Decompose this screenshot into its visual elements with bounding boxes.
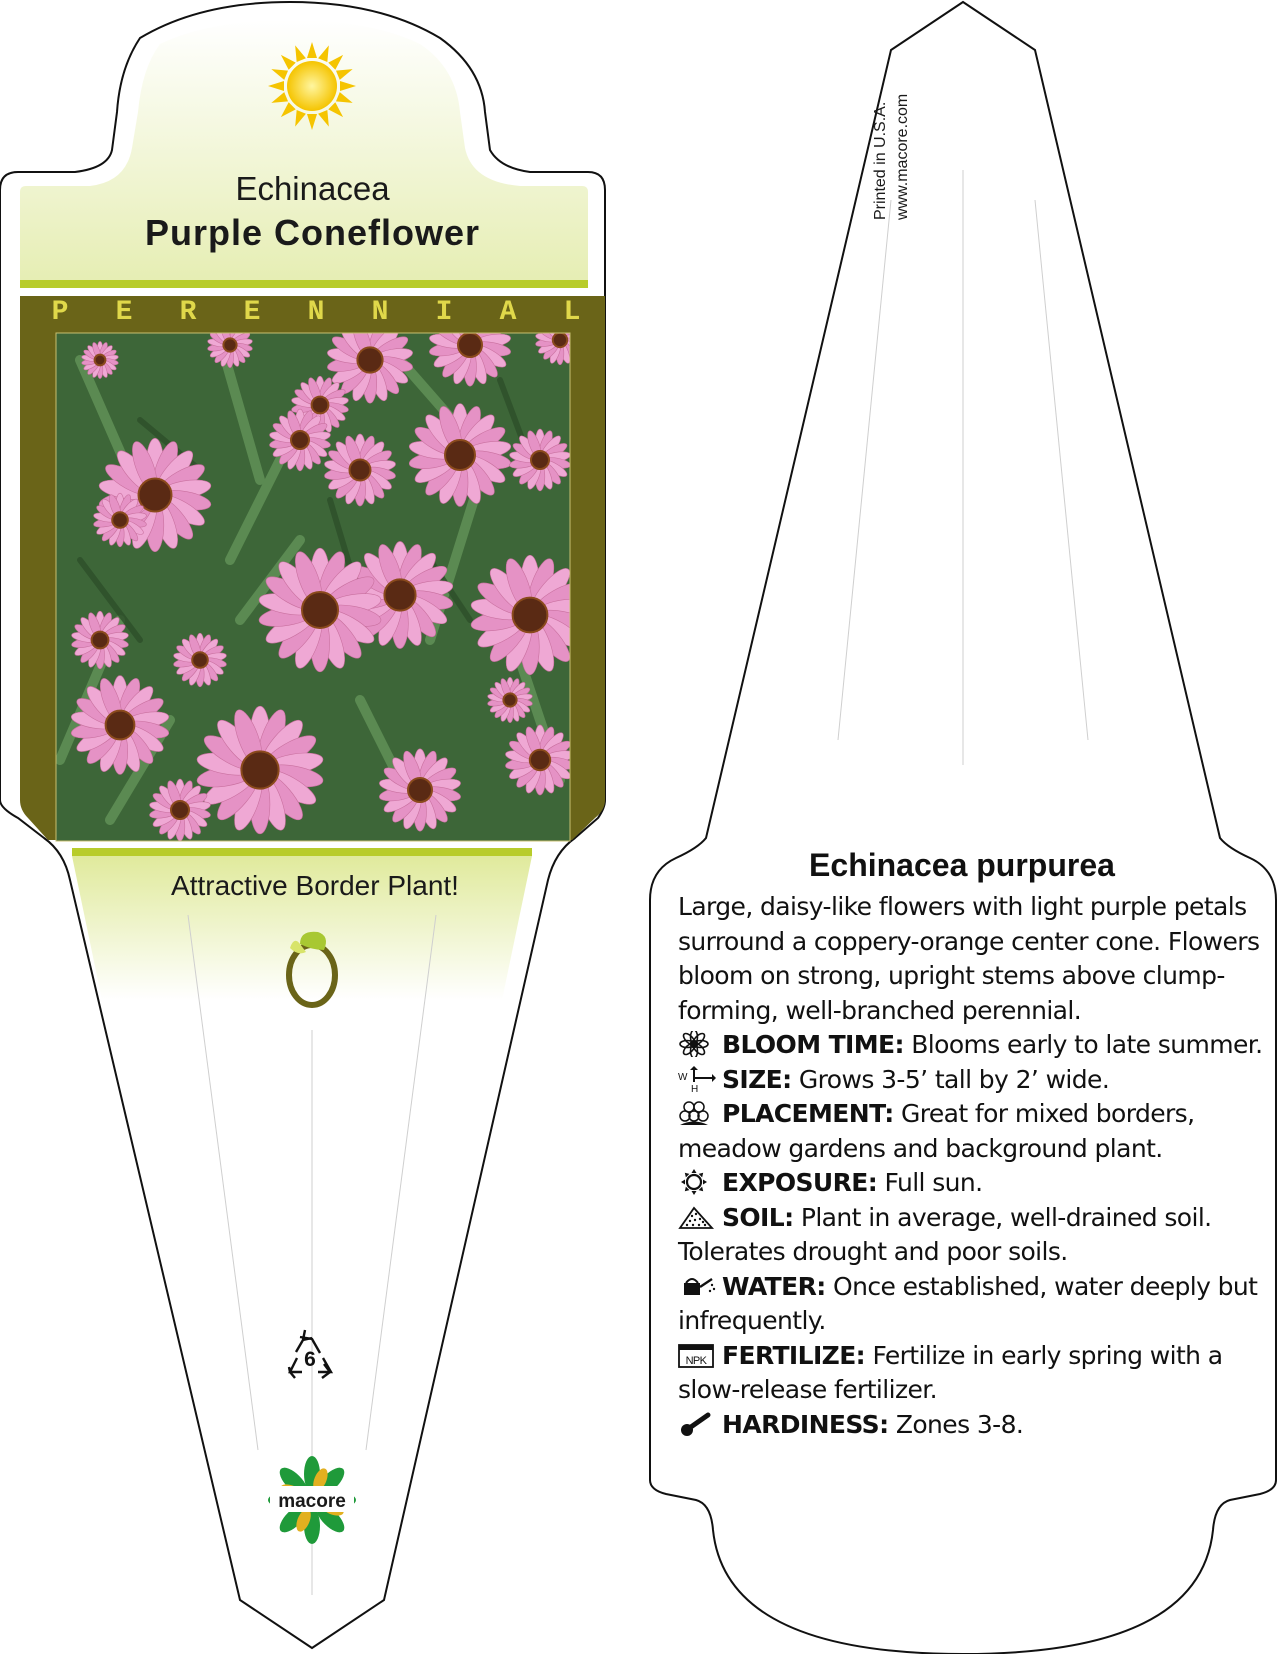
fact-text: Full sun.	[884, 1168, 983, 1197]
sun-icon	[268, 42, 356, 130]
fact-label: HARDINESS:	[722, 1409, 889, 1439]
npk-label: NPK	[685, 1354, 707, 1367]
description: Large, daisy-like flowers with light purple petals surround a coppery-orange center cone. Flowers bloom on strong, upright stems above clump-forming, well-branched perennial.	[678, 892, 1260, 1025]
sun-icon	[678, 1169, 716, 1195]
soil-icon	[678, 1204, 716, 1230]
category-letter: L	[563, 297, 581, 328]
placement-icon	[678, 1100, 716, 1126]
fact-size	[678, 1063, 1268, 1098]
category-letter: P	[51, 297, 69, 328]
fact-text: Plant in average, well-drained soil. Tolerates drought and poor soils.	[678, 1202, 1212, 1266]
website: www.macore.com	[894, 93, 911, 220]
printed-note	[870, 40, 914, 220]
category-letter: N	[307, 297, 325, 328]
fact-text: Once established, water deeply but infrequently.	[678, 1271, 1258, 1335]
category-letter: I	[435, 297, 453, 328]
botanical-name: Echinacea purpurea	[809, 847, 1115, 883]
fact-text: Great for mixed borders, meadow gardens and background plant.	[678, 1099, 1195, 1163]
category-letter: E	[115, 297, 133, 328]
fact-bloom-time	[678, 1028, 1268, 1063]
fact-hardiness	[678, 1408, 1268, 1443]
watering-can-icon	[678, 1273, 716, 1299]
fact-label: EXPOSURE:	[722, 1168, 878, 1197]
fact-text: Blooms early to late summer.	[911, 1030, 1263, 1059]
tagline: Attractive Border Plant!	[171, 870, 459, 901]
fact-soil	[678, 1201, 1268, 1270]
care-info	[678, 890, 1268, 1442]
printed-in: Printed in U.S.A.	[872, 101, 889, 220]
category-letter: R	[179, 297, 197, 328]
size-icon	[678, 1066, 716, 1092]
fact-fertilize	[678, 1339, 1268, 1408]
genus-name: Echinacea	[235, 170, 390, 207]
fact-text: Zones 3-8.	[895, 1409, 1024, 1439]
size-icon-w: W	[678, 1071, 687, 1083]
fact-label: BLOOM TIME:	[722, 1030, 904, 1059]
fact-text: Fertilize in early spring with a slow-release fertilizer.	[678, 1340, 1223, 1404]
fact-label: SIZE:	[722, 1064, 792, 1094]
size-icon-h: H	[691, 1083, 698, 1092]
coneflower-photo	[56, 304, 590, 841]
recycle-code: 6	[304, 1348, 316, 1371]
category-letter: E	[243, 297, 261, 328]
fact-placement	[678, 1097, 1268, 1166]
flower-icon	[678, 1031, 716, 1057]
fact-water	[678, 1270, 1268, 1339]
fact-label: WATER:	[722, 1271, 826, 1301]
category-letter: A	[499, 297, 517, 328]
fact-label: FERTILIZE:	[722, 1340, 866, 1370]
brand-name: macore	[278, 1491, 346, 1512]
fact-label: PLACEMENT:	[722, 1099, 894, 1128]
common-name: Purple Coneflower	[144, 212, 481, 253]
npk-icon	[678, 1342, 716, 1368]
fact-label: SOIL:	[722, 1202, 794, 1232]
category-letter: N	[371, 297, 389, 328]
fact-text: Grows 3-5’ tall by 2’ wide.	[798, 1064, 1110, 1094]
category-label	[46, 297, 586, 328]
fact-exposure	[678, 1166, 1268, 1201]
thermometer-icon	[678, 1411, 716, 1437]
